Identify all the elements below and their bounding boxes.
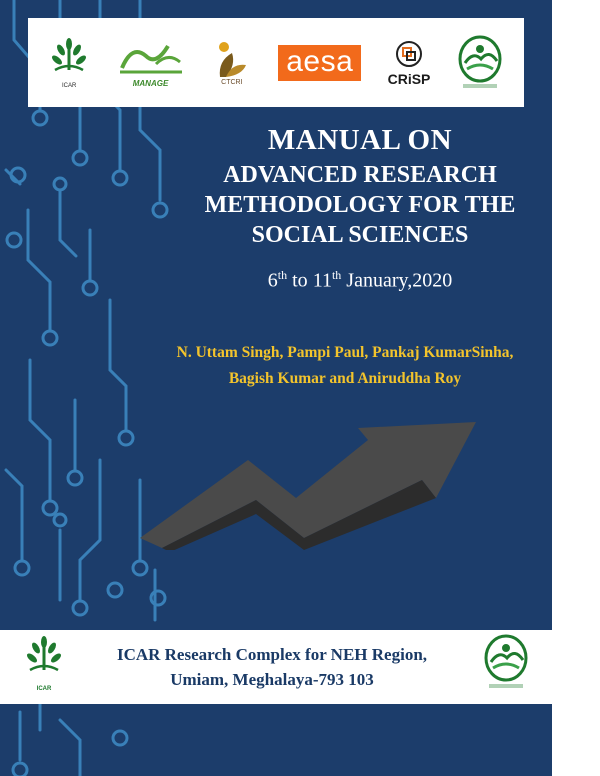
- institution-address: [82, 642, 462, 692]
- title-line-4: SOCIAL SCIENCES: [251, 222, 469, 248]
- month-year: January,2020: [341, 269, 453, 292]
- institution-name: ICAR Research Complex for NEH Region,: [116, 645, 428, 664]
- title-line-2: ADVANCED RESEARCH: [223, 162, 497, 188]
- trend-arrow-icon: [140, 420, 480, 550]
- title-line-3: METHODOLOGY FOR THE: [204, 192, 516, 218]
- icar-logo-caption: ICAR: [62, 83, 77, 89]
- authors-line-1: N. Uttam Singh, Pampi Paul, Pankaj KumarSinha,: [176, 344, 514, 361]
- author-list: [130, 340, 552, 392]
- icar-logo: [49, 36, 89, 89]
- institution-footer: [0, 630, 552, 704]
- crisp-logo: [388, 39, 431, 87]
- footer-icar-logo: [14, 634, 74, 700]
- start-day: 6: [267, 269, 278, 292]
- footer-neh-logo: [474, 634, 538, 700]
- authors-line-2: Bagish Kumar and Aniruddha Roy: [228, 370, 462, 387]
- footer-icar-caption: ICAR: [36, 686, 52, 692]
- neh-region-emblem-icon: [457, 35, 503, 91]
- crisp-emblem-icon: [394, 39, 424, 69]
- neh-region-emblem-icon: [483, 634, 529, 694]
- dates-connector: to: [287, 269, 313, 292]
- partner-logo-bar: [28, 18, 524, 107]
- manage-logo-text: MANAGE: [132, 78, 169, 88]
- leaf-icon: [212, 39, 252, 79]
- end-day-suffix: th: [331, 268, 342, 282]
- ctcri-logo: [212, 39, 252, 86]
- manage-logo: [116, 38, 186, 88]
- wheat-icon: [24, 634, 64, 686]
- wheat-icon: [49, 36, 89, 82]
- institution-location: Umiam, Meghalaya-793 103: [170, 670, 374, 689]
- title-line-1: MANUAL ON: [267, 124, 453, 156]
- aesa-logo-text: aesa: [278, 45, 361, 81]
- start-day-suffix: th: [277, 268, 288, 282]
- crisp-logo-text: CRiSP: [387, 70, 431, 87]
- event-dates: [175, 268, 545, 293]
- ctcri-logo-caption: CTCRI: [221, 79, 243, 86]
- end-day: 11: [312, 269, 332, 292]
- title-subtitle: [175, 160, 545, 250]
- aesa-logo: [278, 45, 361, 81]
- icar-neh-logo: [457, 35, 503, 91]
- manage-emblem-icon: [116, 38, 186, 78]
